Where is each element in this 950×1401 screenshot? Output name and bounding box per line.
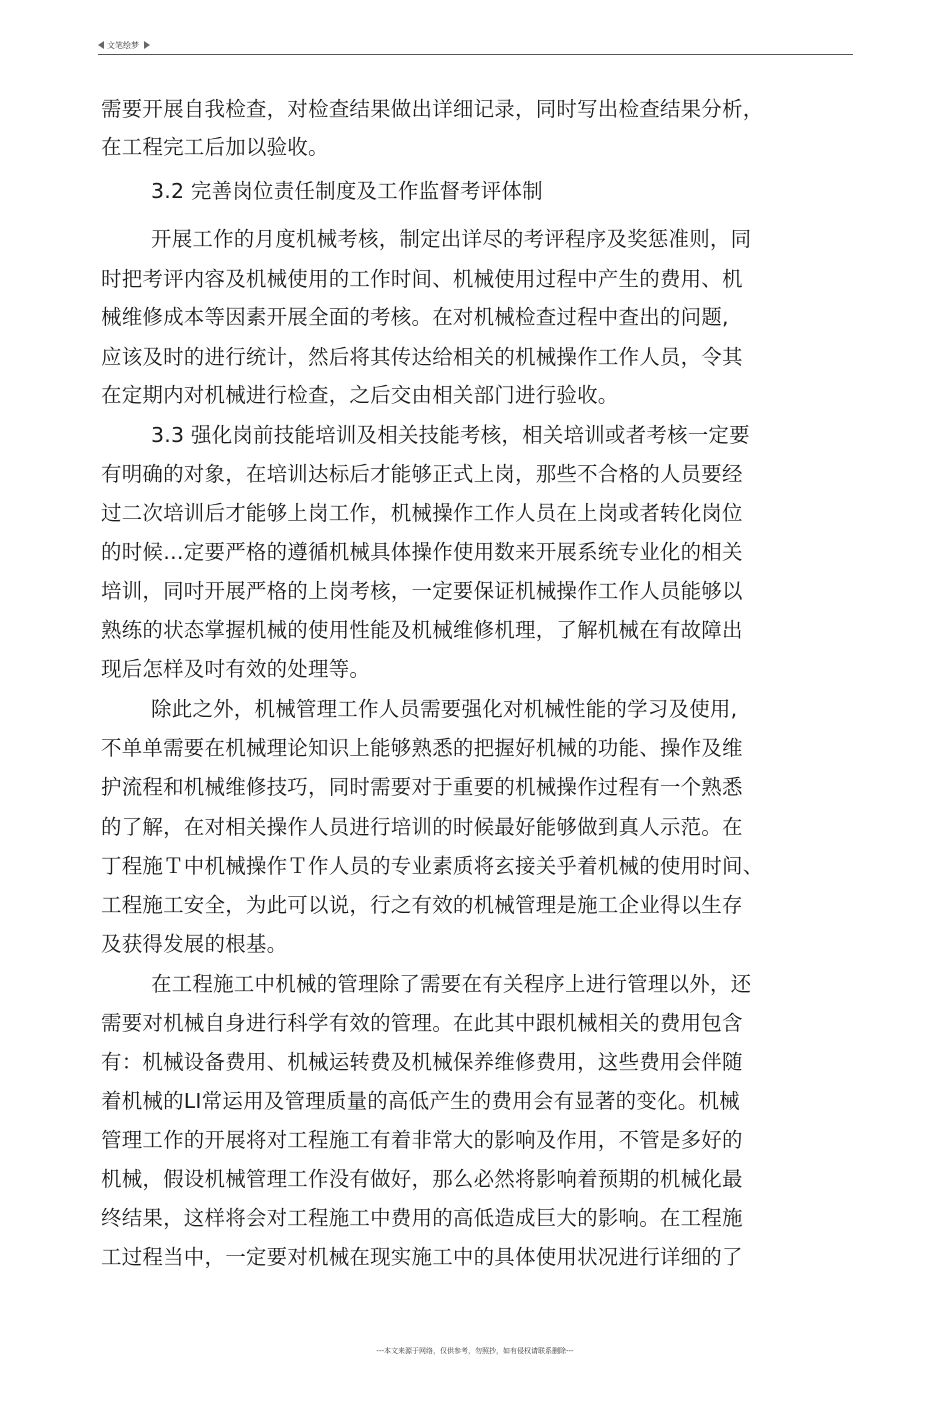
- page-footer: ---本文来源于网络，仅供参考，勿照抄，如有侵权请联系删除---: [376, 1347, 574, 1355]
- right-triangle-icon: [144, 41, 150, 49]
- text-line: 机械，假设机械管理工作没有做好，那么必然将影响着预期的机械化最: [101, 1167, 743, 1191]
- text-line: 护流程和机械维修技巧，同时需要对于重要的机械操作过程有一个熟悉: [101, 775, 743, 799]
- text-line: 及获得发展的根基。: [101, 932, 288, 956]
- text-line: 时把考评内容及机械使用的工作时间、机械使用过程中产生的费用、机: [101, 267, 743, 291]
- text-line: 过二次培训后才能够上岗工作，机械操作工作人员在上岗或者转化岗位: [101, 501, 743, 525]
- page-header: [98, 38, 853, 54]
- text-line: 械维修成本等因素开展全面的考核。在对机械检查过程中查出的问题,: [101, 305, 729, 329]
- section-heading: 3.2 完善岗位责任制度及工作监督考评体制: [151, 179, 543, 203]
- text-line: 不单单需要在机械理论知识上能够熟悉的把握好机械的功能、操作及维: [101, 736, 743, 760]
- text-line: 终结果，这样将会对工程施工中费用的高低造成巨大的影响。在工程施: [101, 1206, 743, 1230]
- header-text: 文笔绘梦: [107, 41, 139, 50]
- text-line: 管理工作的开展将对工程施工有着非常大的影响及作用，不管是多好的: [101, 1128, 743, 1152]
- text-line: 的时候…定要严格的遵循机械具体操作使用数来开展系统专业化的相关: [101, 540, 743, 564]
- text-line: 在工程完工后加以验收。: [101, 135, 329, 159]
- text-line: 除此之外，机械管理工作人员需要强化对机械性能的学习及使用,: [151, 697, 738, 721]
- text-line: 有明确的对象，在培训达标后才能够正式上岗，那些不合格的人员要经: [101, 462, 743, 486]
- text-line: 开展工作的月度机械考核，制定出详尽的考评程序及奖惩准则，同: [151, 227, 752, 251]
- text-line: 的了解，在对相关操作人员进行培训的时候最好能够做到真人示范。在: [101, 815, 743, 839]
- text-line: 需要对机械自身进行科学有效的管理。在此其中跟机械相关的费用包含: [101, 1011, 743, 1035]
- text-line: 在工程施工中机械的管理除了需要在有关程序上进行管理以外，还: [151, 972, 752, 996]
- text-line: 需要开展自我检查，对检查结果做出详细记录，同时写出检查结果分析，: [101, 97, 764, 121]
- section-heading: 3.3 强化岗前技能培训及相关技能考核，相关培训或者考核一定要: [151, 423, 750, 447]
- text-line: 有：机械设备费用、机械运转费及机械保养维修费用，这些费用会伴随: [101, 1050, 743, 1074]
- text-line: 现后怎样及吋有效的处理等。: [101, 657, 371, 681]
- text-line: 培训，同吋开展严格的上岗考核，一定要保证机械操作工作人员能够以: [101, 579, 743, 603]
- text-line: 工程施工安全，为此可以说，行之有效的机械管理是施工企业得以生存: [101, 893, 743, 917]
- text-line: 在定期内对机械进行检查，之后交由相关部门进行验收。: [101, 383, 619, 407]
- left-triangle-icon: [98, 41, 104, 49]
- text-line: 着机械的LI常运用及管理质量的高低产生的费用会有显著的变化。机械: [101, 1089, 740, 1113]
- text-line: 丁程施Ｔ中机械操作Ｔ作人员的专业素质将玄接关乎着机械的使用时间、: [101, 854, 764, 878]
- text-line: 工过程当中，一定要对机械在现实施工中的具体使用状况进行详细的了: [101, 1245, 743, 1269]
- text-line: 应该及时的进行统计，然后将其传达给相关的机械操作工作人员，令其: [101, 345, 743, 369]
- text-line: 熟练的状态掌握机械的使用性能及机械维修机理，了解机械在有故障出: [101, 618, 743, 642]
- header-divider: [98, 54, 853, 55]
